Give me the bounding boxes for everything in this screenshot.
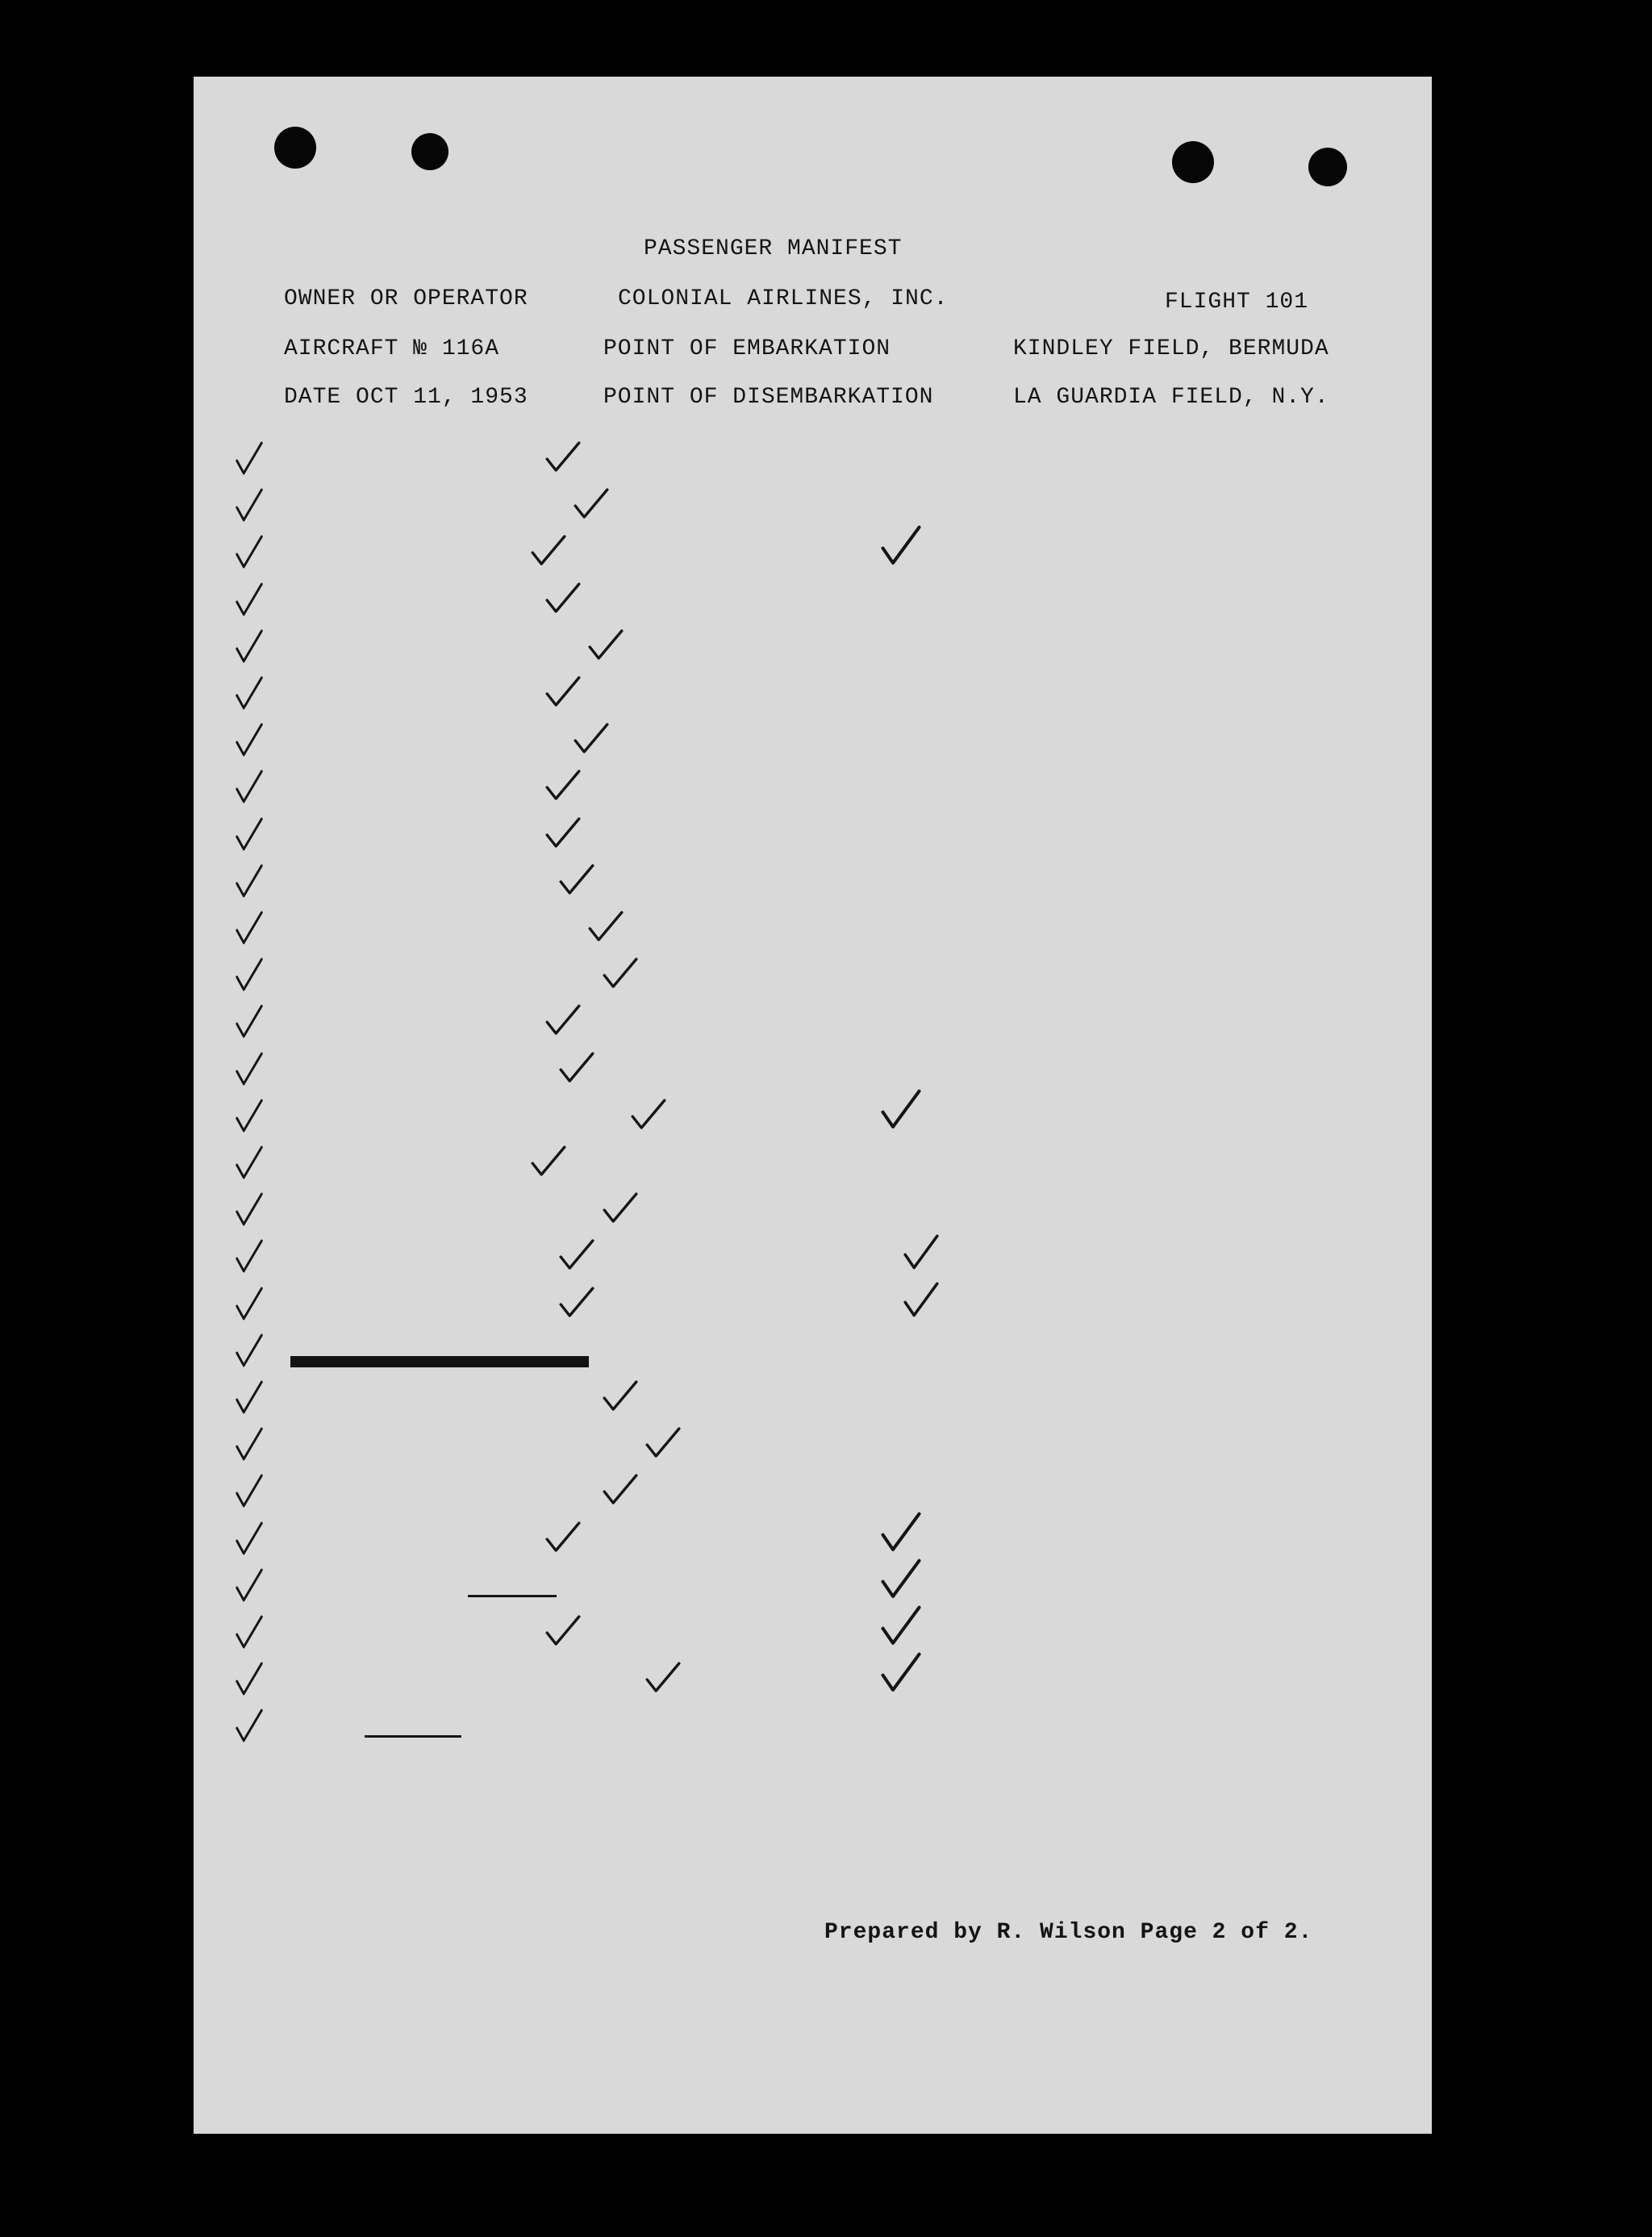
document-check-mark (881, 1512, 921, 1554)
name-check-mark (588, 911, 624, 943)
row-check-mark (236, 1474, 263, 1509)
row-check-mark (236, 1662, 263, 1697)
row-check-mark (236, 1709, 263, 1744)
strike-line (365, 1735, 461, 1738)
document-check-mark (881, 1605, 921, 1647)
owner-value: COLONIAL AIRLINES, INC. (618, 286, 949, 311)
row-check-mark (236, 1052, 263, 1087)
strike-line (468, 1595, 557, 1597)
struck-out-row (290, 1356, 589, 1367)
embarkation-value: KINDLEY FIELD, BERMUDA (1013, 336, 1329, 361)
manifest-title: PASSENGER MANIFEST (644, 236, 903, 261)
flight-date: DATE OCT 11, 1953 (284, 385, 528, 410)
status-check-mark (903, 1282, 939, 1319)
punch-hole (411, 133, 448, 170)
name-check-mark (603, 1380, 638, 1413)
status-check-mark (903, 1234, 939, 1271)
row-check-mark (236, 911, 263, 946)
row-check-mark (236, 1287, 263, 1322)
name-check-mark (603, 1474, 638, 1506)
punch-hole (274, 127, 316, 169)
row-check-mark (236, 1427, 263, 1463)
row-check-mark (236, 488, 263, 524)
row-check-mark (236, 1099, 263, 1134)
name-check-mark (574, 723, 609, 755)
row-check-mark (236, 629, 263, 665)
prepared-by-footer: Prepared by R. Wilson Page 2 of 2. (824, 1920, 1313, 1945)
row-check-mark (236, 1521, 263, 1557)
row-check-mark (236, 1192, 263, 1228)
row-check-mark (236, 1568, 263, 1604)
flight-number: FLIGHT 101 (1165, 290, 1309, 315)
disembarkation-label: POINT OF DISEMBARKATION (603, 385, 934, 410)
row-check-mark (236, 817, 263, 853)
row-check-mark (236, 1615, 263, 1651)
name-check-mark (603, 1192, 638, 1225)
row-check-mark (236, 1333, 263, 1369)
row-check-mark (236, 958, 263, 993)
name-check-mark (559, 864, 594, 896)
row-check-mark (236, 770, 263, 805)
name-check-mark (603, 958, 638, 990)
document-check-mark (881, 1559, 921, 1601)
name-check-mark (645, 1427, 681, 1459)
name-check-mark (645, 1662, 681, 1694)
name-check-mark (545, 582, 581, 615)
name-check-mark (545, 1521, 581, 1554)
punch-hole (1308, 148, 1347, 186)
name-check-mark (545, 1615, 581, 1647)
name-check-mark (559, 1239, 594, 1271)
punch-hole (1172, 141, 1214, 183)
row-check-mark (236, 676, 263, 712)
name-check-mark (545, 676, 581, 708)
disembarkation-value: LA GUARDIA FIELD, N.Y. (1013, 385, 1329, 410)
name-check-mark (559, 1287, 594, 1319)
row-check-mark (236, 1146, 263, 1181)
row-check-mark (236, 864, 263, 899)
name-check-mark (631, 1099, 666, 1131)
row-check-mark (236, 723, 263, 758)
name-check-mark (545, 770, 581, 802)
row-check-mark (236, 1239, 263, 1275)
name-check-mark (559, 1052, 594, 1084)
document-check-mark (881, 1652, 921, 1694)
owner-label: OWNER OR OPERATOR (284, 286, 528, 311)
name-check-mark (545, 817, 581, 849)
name-check-mark (531, 1146, 566, 1178)
row-check-mark (236, 1380, 263, 1416)
document-check-mark (881, 1089, 921, 1131)
name-check-mark (574, 488, 609, 520)
manifest-sheet (194, 77, 1432, 2134)
name-check-mark (545, 441, 581, 474)
embarkation-label: POINT OF EMBARKATION (603, 336, 891, 361)
name-check-mark (545, 1004, 581, 1037)
name-check-mark (531, 535, 566, 567)
document-check-mark (881, 525, 921, 567)
row-check-mark (236, 441, 263, 477)
row-check-mark (236, 535, 263, 570)
row-check-mark (236, 1004, 263, 1040)
aircraft-number: AIRCRAFT № 116A (284, 336, 500, 361)
row-check-mark (236, 582, 263, 618)
name-check-mark (588, 629, 624, 662)
